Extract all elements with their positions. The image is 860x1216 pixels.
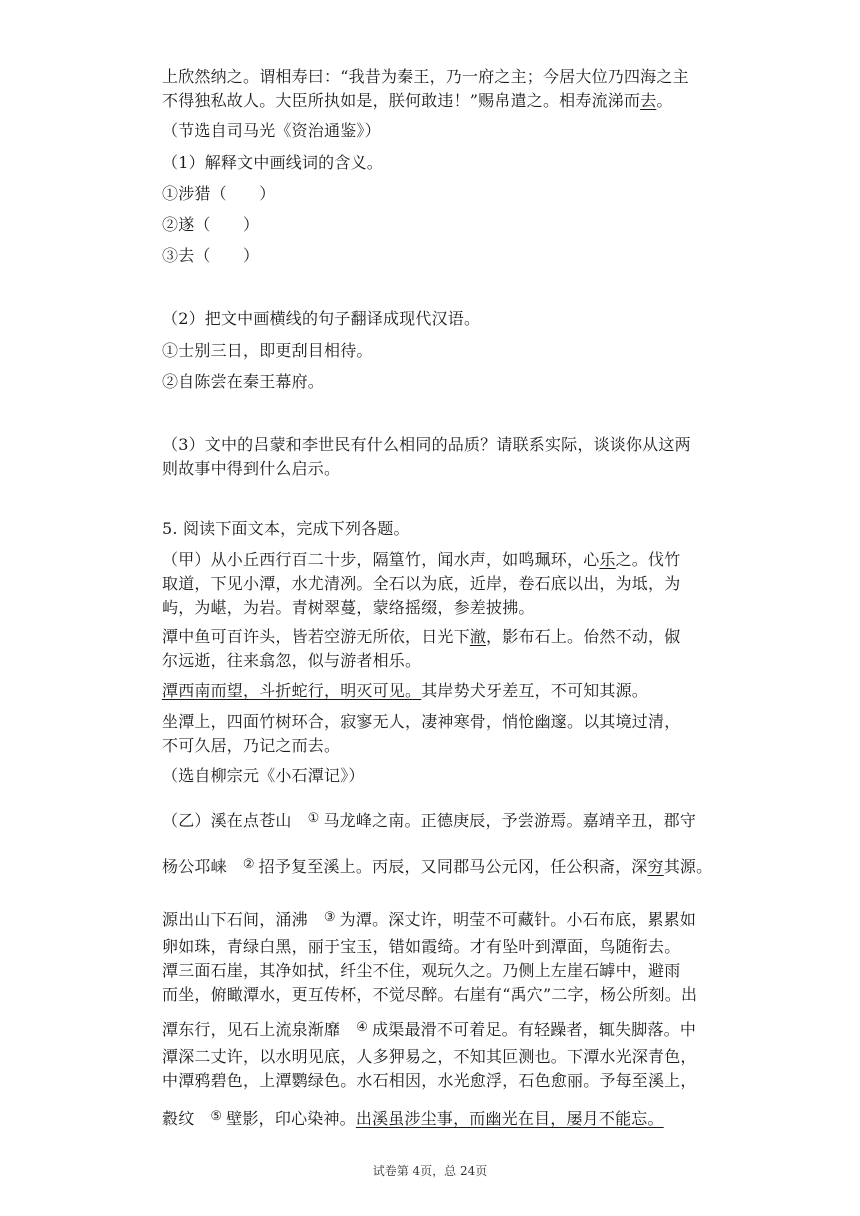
text-line: 而坐，俯瞰潭水，更互传杯，不觉尽醉。右崖有“禹穴”二字，杨公所刻。出 <box>162 985 698 1004</box>
question-2: （2）把文中画横线的句子翻译成现代汉语。 <box>162 309 481 328</box>
text-line: 杨公邛崃 ② 招予复至溪上。丙辰，又同郡马公元冈，任公积斋，深穷其源。 <box>162 857 713 876</box>
text-line: 卵如珠，青绿白黑，丽于宝玉，错如霞绮。才有坠叶到潭面，鸟随衔去。 <box>162 937 681 956</box>
text-line: （甲）从小丘西行百二十步，隔篁竹，闻水声，如鸣珮环，心乐之。伐竹 <box>162 550 681 569</box>
question-3: （3）文中的吕蒙和李世民有什么相同的品质？请联系实际，谈谈你从这两 <box>162 435 691 454</box>
source-note: （选自柳宗元《小石潭记》） <box>162 766 365 785</box>
question-1-item: ②遂（ ） <box>162 215 260 234</box>
underlined-word: 乐 <box>599 550 616 569</box>
text-line: 源出山下石间，涌沸 ③ 为潭。深丈许，明莹不可藏针。小石布底，累累如 <box>162 910 697 929</box>
text-line: 縠纹 ⑤ 壁影，印心染神。出溪虽涉尘事，而幽光在目，屡月不能忘。 <box>162 1109 664 1128</box>
question-1: （1）解释文中画线词的含义。 <box>162 153 383 172</box>
footnote-marker: ④ <box>356 1020 369 1035</box>
footnote-marker: ③ <box>323 910 336 925</box>
question-2-item: ①士别三日，即更刮目相待。 <box>162 341 373 360</box>
source-note: （节选自司马光《资治通鉴》） <box>162 121 381 140</box>
text-line: 取道，下见小潭，水尤清冽。全石以为底，近岸，卷石底以出，为坻，为 <box>162 574 681 593</box>
text-line: 尔远逝，往来翕忽，似与游者相乐。 <box>162 651 422 670</box>
text-line: 不得独私故人。大臣所执如是，朕何敢违！”赐帛遣之。相寿流涕而去。 <box>162 91 673 110</box>
text-line: 潭中鱼可百许头，皆若空游无所依，日光下澈，影布石上。佁然不动，俶 <box>162 627 681 646</box>
page-footer: 试卷第 4页，总 24页 <box>372 1164 488 1178</box>
text-line: 潭西南而望，斗折蛇行，明灭可见。其岸势犬牙差互，不可知其源。 <box>162 681 649 700</box>
question-2-item: ②自陈尝在秦王幕府。 <box>162 372 325 391</box>
text-line: 中潭鸦碧色，上潭鹦绿色。水石相因，水光愈浮，石色愈丽。予每至溪上， <box>162 1071 697 1090</box>
footnote-marker: ⑤ <box>210 1109 223 1124</box>
question-1-item: ①涉猎（ ） <box>162 184 276 203</box>
text-line: （乙）溪在点苍山 ① 马龙峰之南。正德庚辰，予尝游焉。嘉靖辛丑，郡守 <box>162 811 697 830</box>
footnote-marker: ② <box>242 857 255 872</box>
text-line: 不可久居，乃记之而去。 <box>162 736 341 755</box>
footnote-marker: ① <box>307 811 320 826</box>
text-line: 屿，为嵁，为岩。青树翠蔓，蒙络摇缀，参差披拂。 <box>162 598 535 617</box>
text-line: 潭深二丈许，以水明见底，人多狎易之，不知其叵测也。下潭水光深青色， <box>162 1047 697 1066</box>
underlined-word: 穷 <box>647 857 664 876</box>
text-line: 潭东行，见石上流泉渐靡 ④ 成渠最滑不可着足。有轻躁者，辄失脚落。中 <box>162 1020 697 1039</box>
section-heading: 5. 阅读下面文本，完成下列各题。 <box>162 519 410 538</box>
text-line: 上欣然纳之。谓相寿曰：“我昔为秦王，乃一府之主；今居大位乃四海之主 <box>162 67 689 86</box>
underlined-sentence: 潭西南而望，斗折蛇行，明灭可见。 <box>162 681 422 700</box>
underlined-word: 去 <box>640 91 657 110</box>
question-3: 则故事中得到什么启示。 <box>162 459 341 478</box>
text-line: 潭三面石崖，其净如拭，纤尘不住，观玩久之。乃侧上左崖石罅中，避雨 <box>162 961 681 980</box>
question-1-item: ③去（ ） <box>162 246 260 265</box>
underlined-word: 澈 <box>469 627 487 646</box>
underlined-sentence: 出溪虽涉尘事，而幽光在目，屡月不能忘。 <box>355 1109 664 1128</box>
text-line: 坐潭上，四面竹树环合，寂寥无人，凄神寒骨，悄怆幽邃。以其境过清， <box>162 712 681 731</box>
